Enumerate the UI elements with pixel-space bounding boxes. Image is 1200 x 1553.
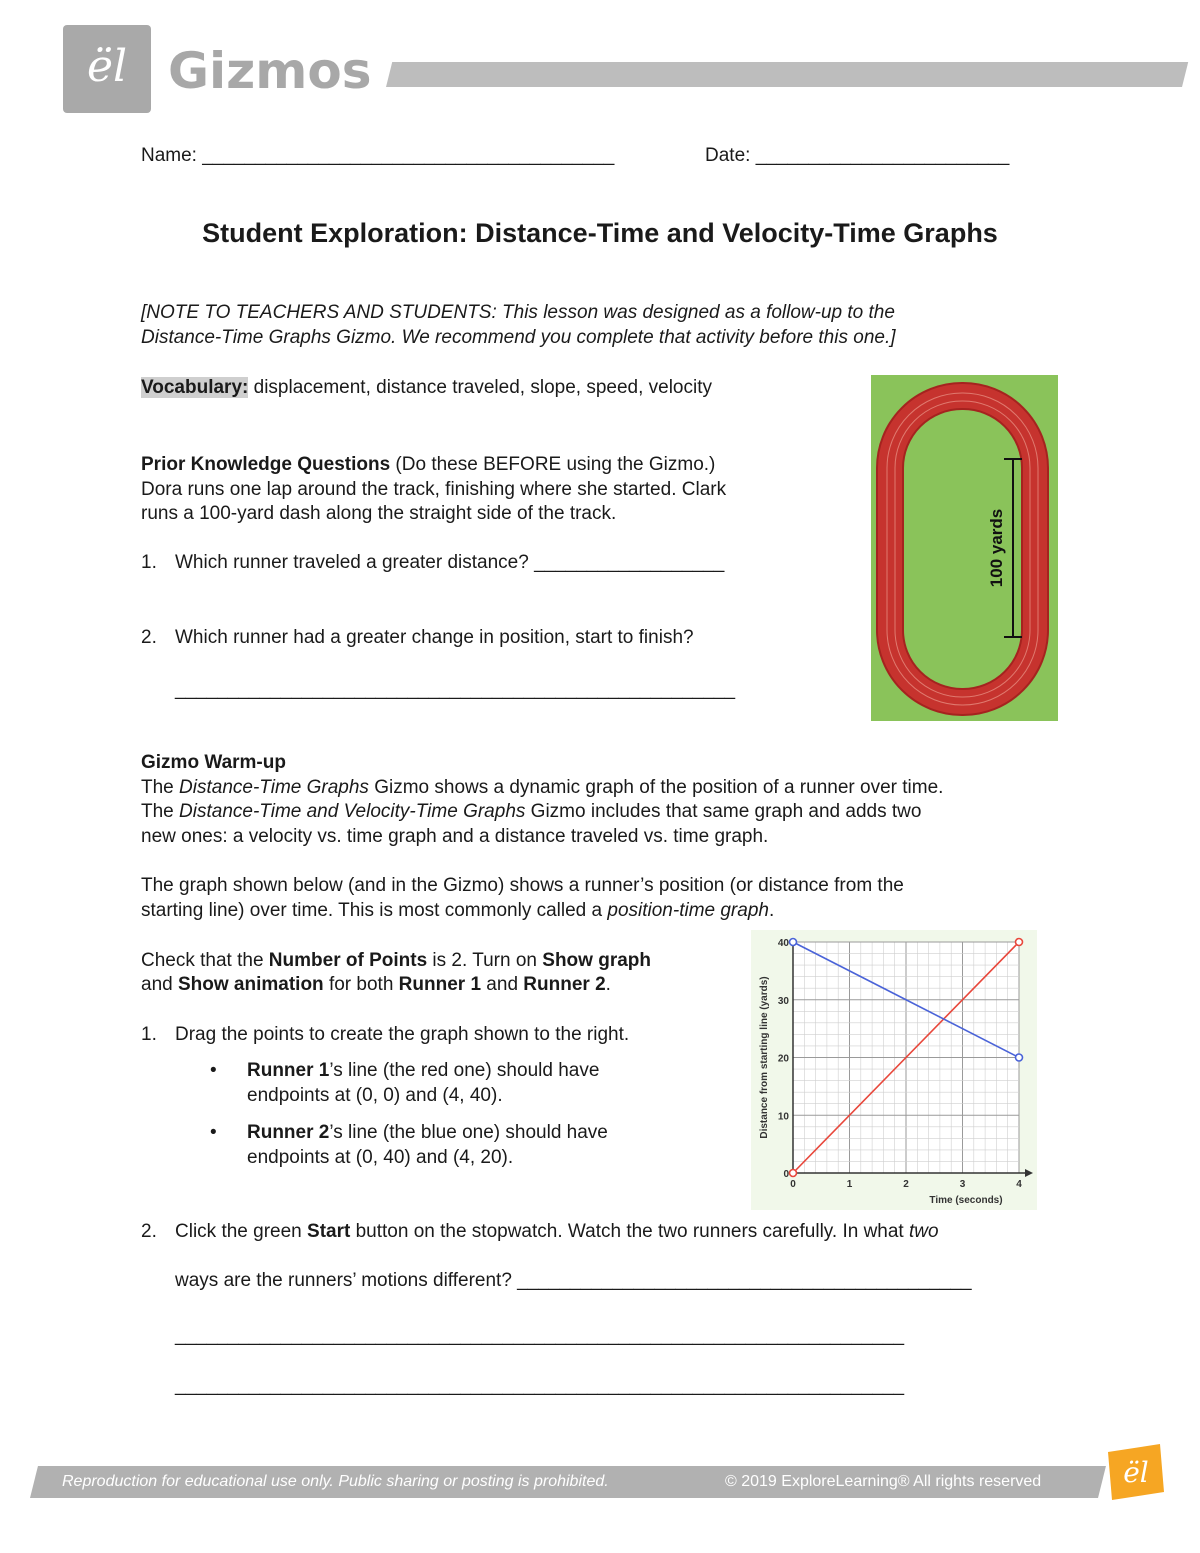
x-tick-label: 4 bbox=[1016, 1179, 1022, 1190]
question-text: Which runner traveled a greater distance? __________________ bbox=[175, 552, 725, 573]
warmup-heading-text: Gizmo Warm-up bbox=[141, 752, 286, 773]
name-field: Name: _______________________________________ bbox=[141, 145, 615, 166]
text: The bbox=[141, 801, 180, 822]
warmup-p1-line-3: new ones: a velocity vs. time graph and a distance traveled vs. time graph. bbox=[141, 826, 769, 847]
text: starting line) over time. This is most commonly called a bbox=[141, 900, 608, 921]
italic-text: two bbox=[909, 1221, 939, 1242]
x-tick-label: 0 bbox=[790, 1179, 796, 1190]
bold-text: Runner 2 bbox=[523, 974, 606, 995]
position-time-chart bbox=[751, 930, 1037, 1210]
prior-heading-note: (Do these BEFORE using the Gizmo.) bbox=[390, 454, 716, 475]
bold-text: Start bbox=[307, 1221, 351, 1242]
note-line-1: [NOTE TO TEACHERS AND STUDENTS: This lesson was designed as a follow-up to the bbox=[141, 302, 895, 323]
footer-copyright: © 2019 ExploreLearning® All rights reserved bbox=[725, 1473, 1042, 1490]
text: Click the green bbox=[175, 1221, 308, 1242]
text: The bbox=[141, 777, 180, 798]
vocabulary bbox=[141, 375, 712, 400]
bold-text: Runner 1 bbox=[398, 974, 482, 995]
track-image bbox=[871, 375, 1058, 721]
question-number: 1. bbox=[141, 552, 157, 573]
data-point-runner-1 bbox=[790, 1170, 797, 1177]
page-title: Student Exploration: Distance-Time and Velocity-Time Graphs bbox=[202, 218, 998, 248]
date-field: Date: ________________________ bbox=[705, 145, 1010, 166]
bold-text: Show graph bbox=[542, 950, 651, 971]
x-axis-label: Time (seconds) bbox=[929, 1195, 1003, 1206]
question-number: 1. bbox=[141, 1024, 157, 1045]
footer-disclaimer: Reproduction for educational use only. Public sharing or posting is prohibited. bbox=[62, 1473, 609, 1490]
bullet-runner-1-line-2: endpoints at (0, 0) and (4, 40). bbox=[247, 1085, 503, 1106]
data-point-runner-2 bbox=[790, 939, 797, 946]
warmup-p2-line-2 bbox=[141, 898, 774, 923]
question-number: 2. bbox=[141, 627, 157, 648]
bullet-runner-1 bbox=[247, 1058, 599, 1083]
answer-blank: _____________________________________________________________________ bbox=[175, 1325, 905, 1346]
vocabulary-terms: displacement, distance traveled, slope, speed, velocity bbox=[248, 377, 713, 398]
text: is 2. Turn on bbox=[427, 950, 543, 971]
logo-mark: ël bbox=[1123, 1456, 1149, 1489]
x-tick-label: 2 bbox=[903, 1179, 909, 1190]
warmup-question-2 bbox=[141, 1219, 939, 1244]
check-line-2 bbox=[141, 972, 611, 997]
explorelearning-logo bbox=[63, 25, 151, 113]
text: Check that the bbox=[141, 950, 269, 971]
answer-blank: _____________________________________________________________________ bbox=[175, 1375, 905, 1396]
prior-knowledge-heading bbox=[141, 452, 715, 477]
question-2-line-2: ways are the runners’ motions different? ___________________________________________ bbox=[175, 1270, 972, 1291]
y-tick-label: 30 bbox=[777, 995, 789, 1007]
bold-text: Number of Points bbox=[268, 950, 428, 971]
explorelearning-footer-logo bbox=[1102, 1442, 1168, 1502]
text: and bbox=[141, 974, 178, 995]
y-tick-label: 20 bbox=[777, 1053, 789, 1065]
y-tick-label: 10 bbox=[777, 1111, 789, 1123]
y-tick-label: 0 bbox=[783, 1169, 789, 1180]
bullet-runner-2 bbox=[247, 1120, 608, 1145]
italic-text: Distance-Time and Velocity-Time Graphs bbox=[179, 801, 526, 822]
logo-mark: ël bbox=[86, 41, 128, 92]
text: . bbox=[768, 900, 775, 921]
text: Gizmo includes that same graph and adds two bbox=[525, 801, 922, 822]
data-point-runner-2 bbox=[1016, 1054, 1023, 1061]
warmup-p2-line-1: The graph shown below (and in the Gizmo) shows a runner’s position (or distance from the bbox=[141, 875, 904, 896]
x-tick-label: 3 bbox=[959, 1179, 966, 1190]
prior-question-1 bbox=[141, 550, 724, 575]
bold-text: Show animation bbox=[177, 974, 324, 995]
prior-heading-bold: Prior Knowledge Questions bbox=[141, 454, 391, 475]
data-point-runner-1 bbox=[1016, 939, 1023, 946]
brand-name: Gizmos bbox=[168, 42, 372, 100]
italic-text: Distance-Time Graphs bbox=[179, 777, 369, 798]
warmup-p1-line-2 bbox=[141, 799, 921, 824]
text: for both bbox=[323, 974, 399, 995]
text: ’s line (the red one) should have bbox=[329, 1060, 600, 1081]
vocabulary-label: Vocabulary: bbox=[141, 377, 249, 398]
text: . bbox=[605, 974, 611, 995]
bullet-dot: • bbox=[210, 1122, 217, 1143]
y-axis-label: Distance from starting line (yards) bbox=[759, 976, 770, 1139]
warmup-p1-line-1 bbox=[141, 775, 943, 800]
check-line-1 bbox=[141, 948, 651, 973]
prior-question-2 bbox=[141, 625, 694, 650]
question-text: Which runner had a greater change in position, start to finish? bbox=[175, 627, 694, 648]
header-bar bbox=[386, 62, 1188, 87]
warmup-question-1 bbox=[141, 1022, 629, 1047]
prior-line-2: runs a 100-yard dash along the straight side of the track. bbox=[141, 503, 617, 524]
track-label: 100 yards bbox=[987, 508, 1006, 588]
bold-text: Runner 2 bbox=[247, 1122, 330, 1143]
question-number: 2. bbox=[141, 1221, 157, 1242]
note-line-2: Distance-Time Graphs Gizmo. We recommend you complete that activity before this one.] bbox=[141, 327, 896, 348]
text: and bbox=[481, 974, 524, 995]
text: Gizmo shows a dynamic graph of the position of a runner over time. bbox=[368, 777, 944, 798]
prior-line-1: Dora runs one lap around the track, finishing where she started. Clark bbox=[141, 479, 727, 500]
warmup-heading bbox=[141, 750, 286, 775]
question-text: Drag the points to create the graph shown to the right. bbox=[175, 1024, 630, 1045]
text: button on the stopwatch. Watch the two runners carefully. In what bbox=[350, 1221, 909, 1242]
italic-text: position-time graph bbox=[607, 900, 769, 921]
y-tick-label: 40 bbox=[777, 938, 789, 949]
x-tick-label: 1 bbox=[846, 1179, 853, 1190]
bold-text: Runner 1 bbox=[247, 1060, 330, 1081]
text: ’s line (the blue one) should have bbox=[329, 1122, 608, 1143]
bullet-runner-2-line-2: endpoints at (0, 40) and (4, 20). bbox=[247, 1147, 514, 1168]
bullet-dot: • bbox=[210, 1060, 217, 1081]
answer-blank: _____________________________________________________ bbox=[175, 679, 736, 700]
